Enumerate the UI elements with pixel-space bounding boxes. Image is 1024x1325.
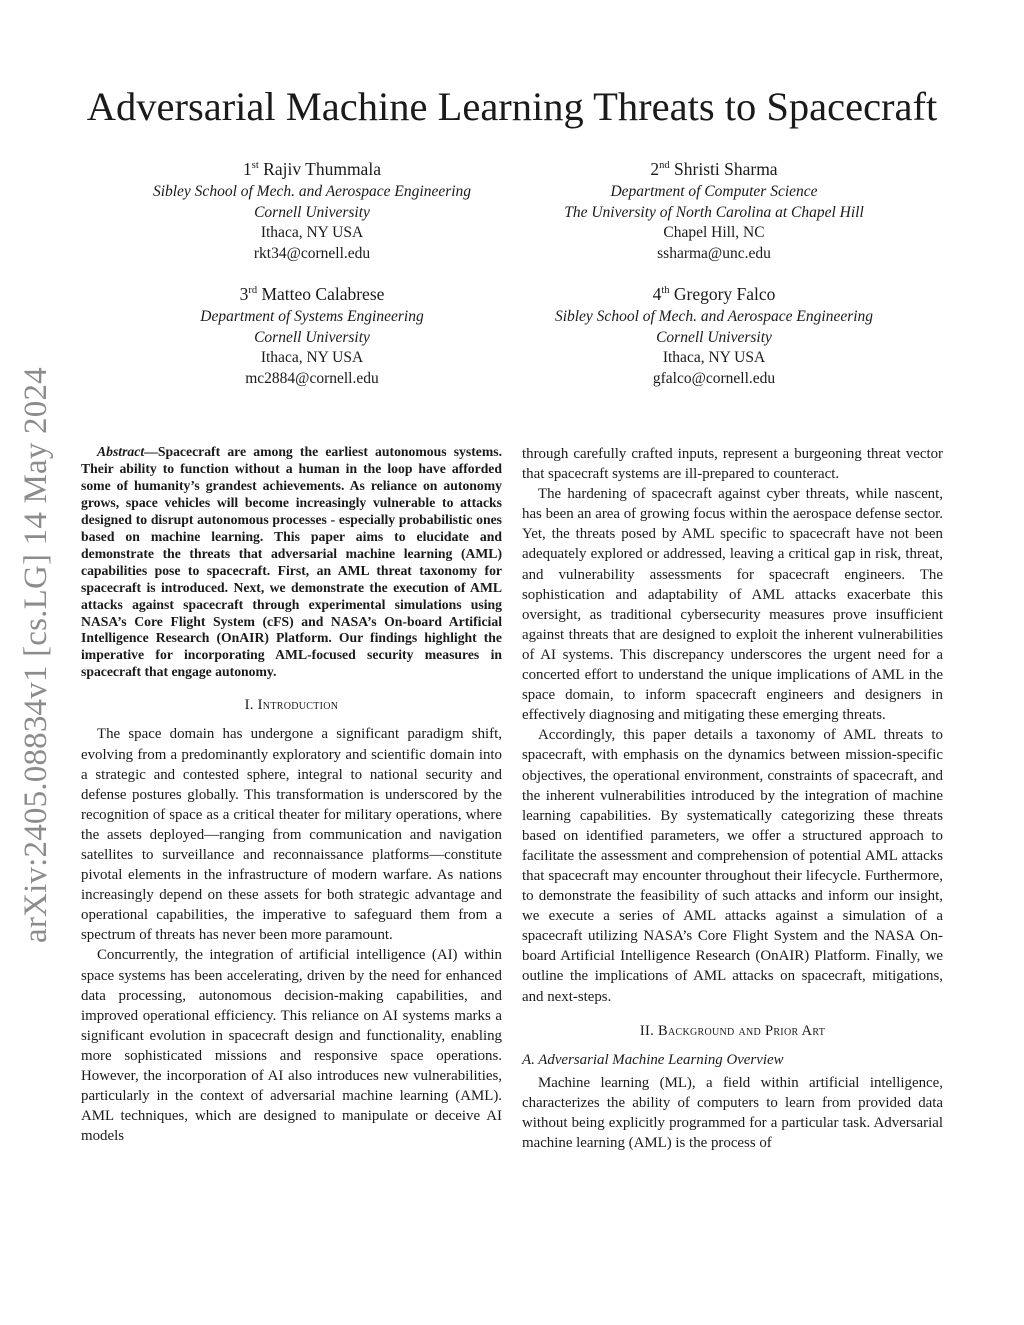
author-name: 1st Rajiv Thummala: [243, 158, 381, 179]
author-department: Sibley School of Mech. and Aerospace Engineering: [152, 182, 472, 200]
paper-title: Adversarial Machine Learning Threats to Spacecraft: [86, 84, 938, 129]
author-organization: Cornell University: [656, 328, 772, 346]
author-email[interactable]: mc2884@cornell.edu: [245, 369, 379, 387]
right-column: [522, 444, 943, 1153]
author-email[interactable]: gfalco@cornell.edu: [652, 369, 776, 387]
author-organization: The University of North Carolina at Chapel Hill: [564, 203, 864, 221]
author-name: 4th Gregory Falco: [652, 283, 776, 304]
intro-paragraph-1: The space domain has undergone a significant paradigm shift, evolving from a predominantly exploratory and scientific domain into a strategic and contested sphere, integral to national security and defense postures globally. This transformation is underscored by the recognition of space as a critical theater for military operations, where the assets deployed—ranging from communication and navigation satellites to surveillance and reconnaissance platforms—constitute pivotal elements in the infrastructure of modern warfare. As nations increasingly depend on these assets for both strategic advantage and operational capabilities, the imperative to safeguard them from a spectrum of threats has never been more paramount.: [81, 726, 502, 944]
author-block-2: [514, 155, 914, 265]
author-location: Ithaca, NY USA: [260, 349, 364, 367]
intro-paragraph-2: Concurrently, the integration of artificial intelligence (AI) within space systems has been accelerating, driven by the need for enhanced data processing, autonomous decision-making capabilities, and improved operational efficiency. This reliance on AI systems marks a significant evolution in spacecraft design and functionality, enabling more sophisticated missions and responsive space operations. However, the incorporation of AI also introduces new vulnerabilities, particularly in the context of adversarial machine learning (AML). AML techniques, which are designed to manipulate or deceive AI models: [81, 947, 502, 1145]
author-department: Department of Computer Science: [610, 182, 818, 200]
background-paragraph-1: Machine learning (ML), a field within artificial intelligence, characterizes the ability of computers to learn from provided data without being explicitly programmed for a particular task. Adversarial machine learning (AML) is the process of: [522, 1074, 943, 1152]
author-location: Ithaca, NY USA: [662, 349, 766, 367]
author-organization: Cornell University: [254, 203, 370, 221]
author-department: Department of Systems Engineering: [200, 307, 424, 325]
intro-paragraph-4: Accordingly, this paper details a taxonomy of AML threats to spacecraft, with emphasis on the dynamics between mission-specific objectives, the operational environment, constraints of spacecraft, and the inherent vulnerabilities introduced by the integration of machine learning capabilities. By systematically categorizing these threats based on identified parameters, we offer a structured approach to facilitate the assessment and comprehension of potential AML attacks that spacecraft may encounter throughout their lifecycle. Furthermore, to demonstrate the feasibility of such attacks and inform our insight, we execute a series of AML attacks against a simulation of a spacecraft utilizing NASA’s Core Flight System and the NASA On-board Artificial Intelligence Research (OnAIR) Platform. Finally, we outline the implications of AML attacks on spacecraft, mitigations, and next-steps.: [522, 727, 943, 1005]
author-block-1: [112, 155, 512, 265]
author-email[interactable]: rkt34@cornell.edu: [253, 244, 371, 262]
abstract: [81, 444, 502, 681]
author-block-4: [514, 280, 914, 390]
author-email[interactable]: ssharma@unc.edu: [657, 244, 771, 262]
author-department: Sibley School of Mech. and Aerospace Engineering: [554, 307, 874, 325]
left-column: [81, 444, 502, 1146]
section-heading-introduction: I. Introduction: [244, 697, 339, 714]
author-name: 2nd Shristi Sharma: [650, 158, 778, 179]
author-location: Ithaca, NY USA: [260, 224, 364, 242]
abstract-text: Spacecraft are among the earliest autonomous systems. Their ability to function without a human in the loop have afforded some of humanity’s grandest achievements. As reliance on autonomy grows, space vehicles will become increasingly vulnerable to attacks designed to disrupt autonomous processes - especially probabilistic ones based on machine learning. This paper aims to elucidate and demonstrate the threats that adversarial machine learning (AML) capabilities pose to spacecraft. First, an AML threat taxonomy for spacecraft is introduced. Next, we demonstrate the execution of AML attacks against spacecraft through experimental simulations using NASA’s Core Flight System (cFS) and NASA’s On-board Artificial Intelligence Research (OnAIR) Platform. Our findings highlight the imperative for incorporating AML-focused security measures in spacecraft that engage autonomy.: [81, 444, 502, 680]
subsection-heading-aml-overview: A. Adversarial Machine Learning Overview: [522, 1051, 784, 1068]
abstract-label: Abstract: [97, 444, 145, 459]
arxiv-identifier-stamp[interactable]: arXiv:2405.08834v1 [cs.LG] 14 May 2024: [18, 367, 54, 943]
intro-paragraph-3: The hardening of spacecraft against cyber threats, while nascent, has been an area of growing focus within the aerospace defense sector. Yet, the threats posed by AML specific to spacecraft have not been adequately explored or addressed, leaving a critical gap in risk, threat, and vulnerability assessments for spacecraft engineers. The sophistication and adaptability of AML attacks exacerbate this oversight, as traditional cybersecurity measures prove insufficient against threats that are designed to exploit the inherent vulnerabilities of AI systems. This discrepancy underscores the urgent need for a concerted effort to understand the unique implications of AML in the space domain, to inform spacecraft engineers and designers in effectively diagnosing and mitigating these emerging threats.: [522, 486, 943, 724]
author-location: Chapel Hill, NC: [663, 224, 765, 242]
section-heading-background: II. Background and Prior Art: [639, 1022, 826, 1039]
intro-paragraph-2-continued: through carefully crafted inputs, represent a burgeoning threat vector that spacecraft systems are ill-prepared to counteract.: [522, 446, 943, 483]
author-block-3: [112, 280, 512, 390]
author-name: 3rd Matteo Calabrese: [239, 283, 385, 304]
author-organization: Cornell University: [254, 328, 370, 346]
abstract-dash: —: [144, 444, 158, 459]
